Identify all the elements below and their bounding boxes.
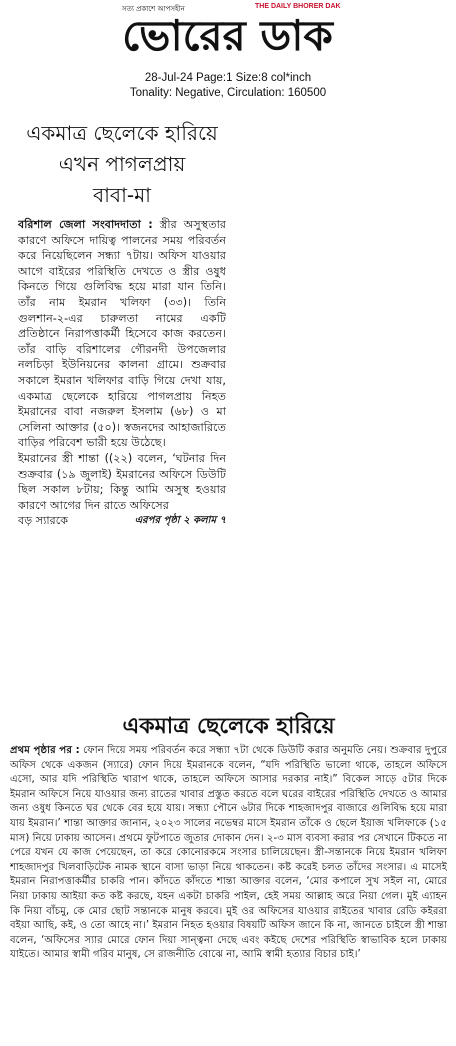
article-body	[18, 217, 226, 529]
paragraph-text: ফোন দিয়ে সময় পরিবর্তন করে সন্ধ্যা ৭টা থেকে ডিউটি করার অনুমতি নেয়। শুক্রবার দুপুরে অফিস থেকে একজন (স্যারে) ফোন দিয়ে ইমরানকে বলেন, “যদি পরিস্থিতি ভালো থাকে, তাহলে অফিসে এসো, আর যদি পরিস্থিতি খারাপ থাকে, তাহলে অফিসে আসার দরকার নাই।” বিকেল সাড়ে ৫টার দিকে ইমরান অফিসে নিয়ে যাওয়ার জন্য রাতের খাবার প্রস্তুত করতে বলে ঘরের বাইরের পরিস্থিতি দেখতে ও আমার জন্য ওষুধ কিনতে ঘর থেকে বের হয়ে যায়। সন্ধ্যা পৌনে ৬টার দিকে শাহজাদপুর বাজারে গুলিবিদ্ধ হয়ে মারা যায় ইমরান।’ শান্তা আক্তার জানান, ২০২৩ সালের নভেম্বর মাসে ইমরান তাঁকে ও ছেলে ইয়াজ খলিফাকে (১৫ মাস) নিয়ে ঢাকায় আসেন। প্রথমে ফুটপাতে জুতার দোকান দেন। ২-৩ মাস ব্যবসা করার পর সেখানে টিকতে না পেরে যখন যে কাজ পেয়েছেন, তা করে কোনোরকমে সংসার চালিয়েছেন। স্ত্রী-সন্তানকে নিয়ে ইমরান খলিফা শাহজাদপুর খিলবাড়িটেক নামক স্থানে বাসা ভাড়া নিয়ে থাকতেন। কষ্ট করেই চলত তাঁদের সংসার। এ মাসেই ইমরান নিরাপত্তাকর্মীর চাকরি পান। কাঁদতে কাঁদতে শান্তা আক্তার বলেন, ‘মোর কপালে সুখ সইল না, মোরে নিয়া ঢাকায় আইয়া কত কষ্ট করছে, যহন একটা চাকরি পাইল, হেই সময় আল্লাহ অরে নিয়া গেল। মুই এ্যাহন কি নিয়া বাঁচমু, কে মোর ছোট সন্তানকে মানুষ করবে। মুই ওর অফিসের যাওয়ার রাইতের খাবার রেডি কইররা বইয়া আছি, কই, ও তো আহে না।’ ইমরান নিহত হওয়ার বিষয়টি অফিস জানে কি না, জানতে চাইলে স্ত্রী শান্তা বলেন, ‘অফিসের স্যার মোরে ফোন দিয়া সান্ত্বনা দেছে এবং কইছে দেশের পরিস্থিতি স্বাভাবিক হলে ঢাকায় যাইতে। আমার স্বামী গরিব মানুষ, সে রাজনীতি বোঝে না, আমি স্বামী হত্যার বিচার চাই।’	[10, 745, 447, 961]
article-paragraph: ইমরানের স্ত্রী শান্তা ((২২) বলেন, ‘ঘটনার দিন শুক্রবার (১৯ জুলাই) ইমরানের অফিসে ডিউটি ছিল সকাল ৮টায়; কিন্তু আমি অসুস্থ হওয়ার কারণে আগের দিন রাতে অফিসের	[18, 451, 226, 512]
article-front-page	[18, 118, 226, 668]
headline-line: একমাত্র ছেলেকে হারিয়ে	[26, 121, 218, 145]
article-headline	[18, 118, 226, 211]
article-paragraph	[18, 217, 226, 451]
newspaper-logo: ভোরের ডাক	[122, 11, 333, 60]
continuation-lead: প্রথম পৃষ্ঠার পর :	[10, 745, 80, 756]
continuation-headline: একমাত্র ছেলেকে হারিয়ে	[122, 714, 335, 739]
paragraph-text: বড় স্যারকে	[18, 514, 69, 528]
masthead	[0, 0, 456, 62]
dateline: বরিশাল জেলা সংবাদদাতা :	[18, 218, 153, 231]
continuation-note: এরপর পৃষ্ঠা ২ কলাম ৭	[134, 515, 226, 527]
article-continuation	[10, 712, 447, 1032]
jump-row	[18, 513, 226, 529]
continuation-body	[10, 744, 447, 963]
clipping-tonality-line: Tonality: Negative, Circulation: 160500	[129, 87, 327, 99]
paragraph-text: স্ত্রীর অসুস্থতার কারণে অফিসে দায়িত্ব পালনের সময় পরিবর্তন করে নিয়েছিলেন সন্ধ্যা ৭টায়। অফিস যাওয়ার আগে বাইরের পরিস্থিতি দেখতে ও স্ত্রীর ওষুধ কিনতে গিয়ে গুলিবিদ্ধ হয়ে মারা যান তিনি। তাঁর নাম ইমরান খলিফা (৩৩)। তিনি গুলশান-২-এর চারুলতা নামের একটি প্রতিষ্ঠানে নিরাপত্তাকর্মী হিসেবে কাজ করতেন। তাঁর বাড়ি বরিশালের গৌরনদী উপজেলার নলচিড়া ইউনিয়নের কালনা গ্রামে। শুক্রবার সকালে ইমরান খলিফার বাড়ি গিয়ে দেখা যায়, একমাত্র ছেলেকে হারিয়ে পাগলপ্রায় নিহত ইমরানের বাবা নজরুল ইসলাম (৬৮) ও মা সেলিনা আক্তার (৫০)। স্বজনদের আহাজারিতে বাড়ির পরিবেশ ভারী হয়ে উঠেছে।	[18, 218, 226, 450]
masthead-tagline: সত্য প্রকাশে আপসহীন	[122, 5, 185, 13]
headline-line: বাবা-মা	[93, 183, 151, 207]
headline-line: এখন পাগলপ্রায়	[58, 152, 186, 176]
masthead-english-name: THE DAILY BHORER DAK	[255, 3, 341, 10]
clipping-meta-line: 28-Jul-24 Page:1 Size:8 col*inch	[144, 72, 312, 84]
